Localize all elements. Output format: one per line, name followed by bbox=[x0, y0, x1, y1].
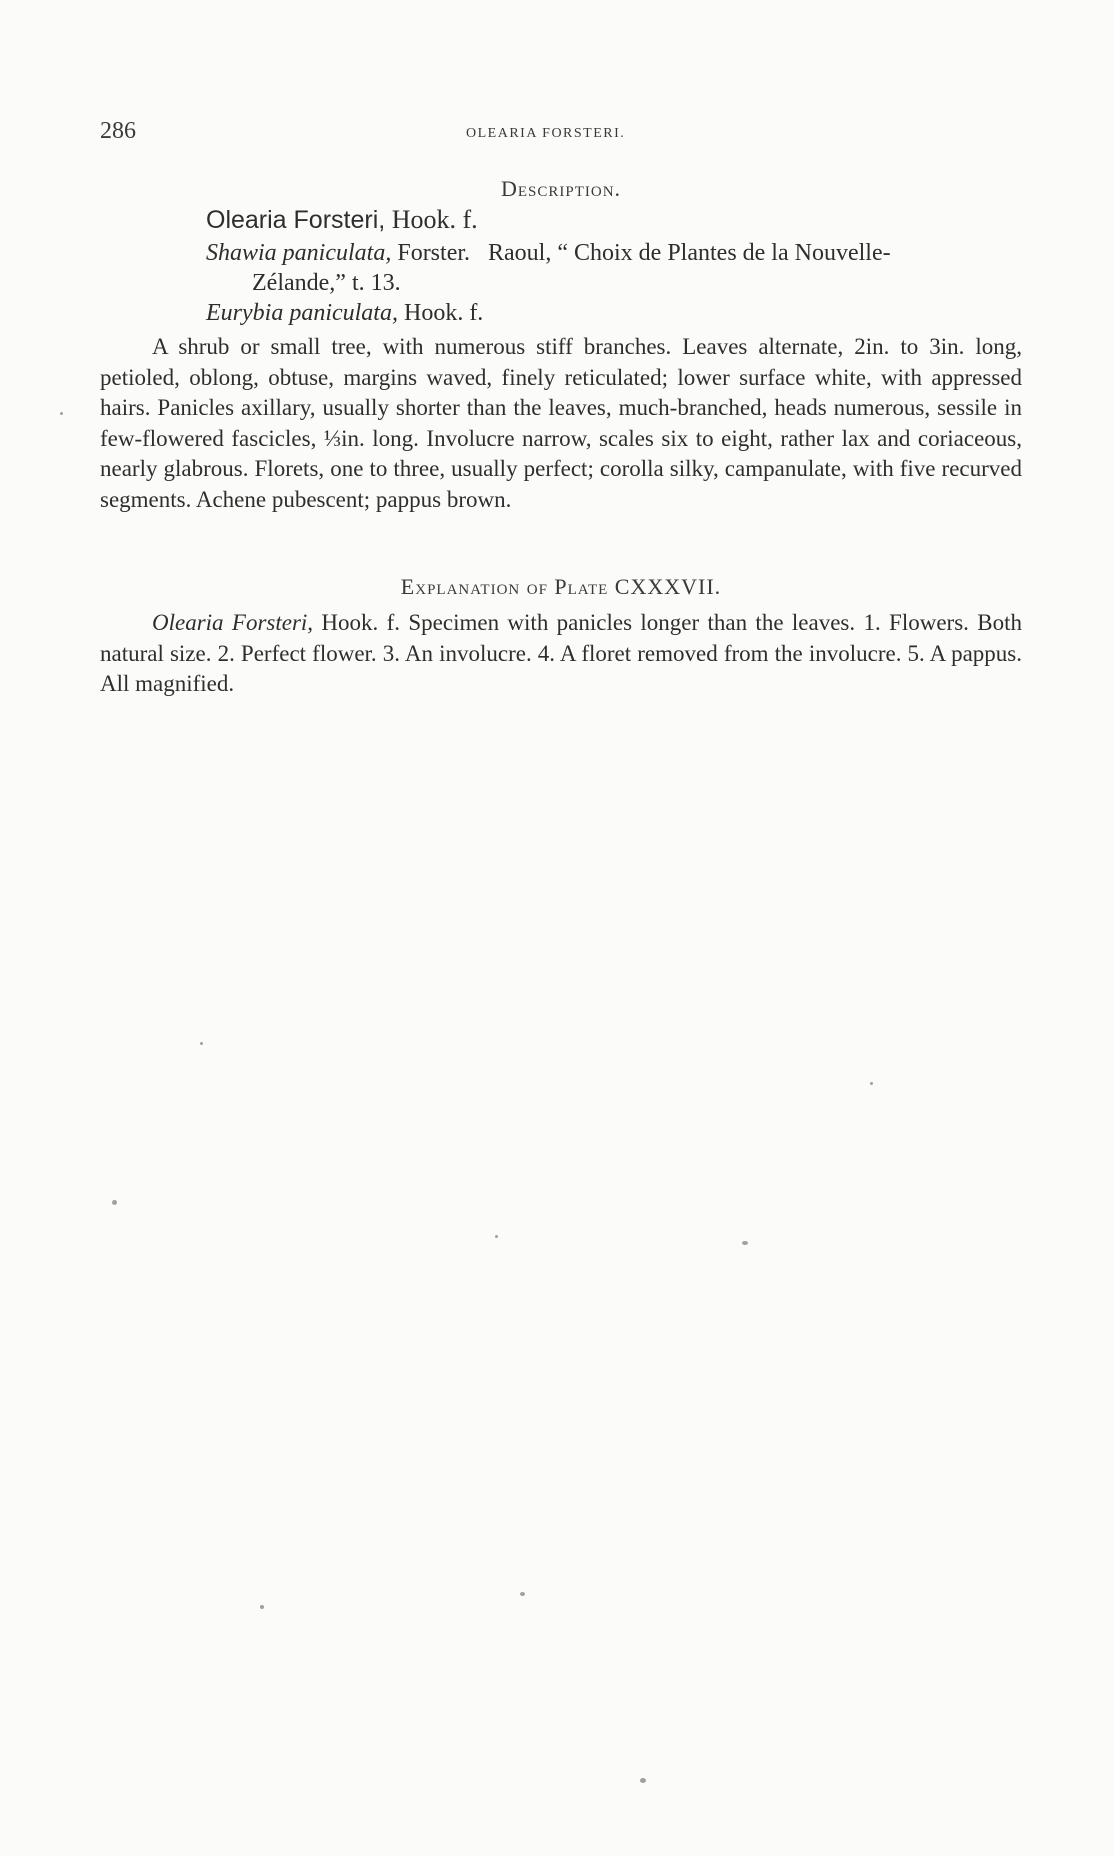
page-number: 286 bbox=[100, 118, 136, 144]
description-body: A shrub or small tree, with numerous stiff branches. Leaves alternate, 2in. to 3in. long, petioled, oblong, obtuse, margins waved, finely reticulated; lower surface white, with appressed hairs. Panicles axillary, usually shorter than the leaves, much-branched, heads numerous, sessile in few-flowered fascicles, ⅓in. long. Involucre narrow, scales six to eight, rather lax and coriaceous, nearly glabrous. Florets, one to three, usually perfect; corolla silky, campanulate, with five recurved segments. Achene pubescent; pappus brown. bbox=[100, 334, 1022, 512]
running-head bbox=[0, 118, 1114, 148]
print-speckle bbox=[520, 1592, 525, 1596]
print-speckle bbox=[870, 1082, 873, 1085]
explanation-section bbox=[100, 574, 1022, 700]
print-speckle bbox=[60, 412, 63, 415]
species-name: Olearia Forsteri, bbox=[206, 206, 386, 234]
synonym-continuation bbox=[100, 268, 1022, 298]
print-speckle bbox=[742, 1241, 748, 1245]
print-speckle bbox=[200, 1042, 203, 1045]
explanation-species-name: Olearia Forsteri, bbox=[152, 610, 314, 635]
synonym-author: Forster. bbox=[397, 240, 471, 266]
species-line bbox=[100, 204, 1022, 236]
print-speckle bbox=[260, 1605, 264, 1609]
species-authority: Hook. f. bbox=[391, 205, 478, 234]
print-speckle bbox=[640, 1778, 646, 1783]
description-heading: Description. bbox=[500, 176, 622, 201]
print-speckle bbox=[495, 1235, 498, 1238]
print-speckle bbox=[112, 1200, 117, 1205]
description-section bbox=[100, 176, 1022, 515]
explanation-body bbox=[100, 608, 1022, 700]
synonym-name: Eurybia paniculata, bbox=[206, 300, 398, 326]
synonym-citation: Raoul, “ Choix de Plantes de la Nouvelle- bbox=[488, 240, 891, 266]
synonym-name: Shawia paniculata, bbox=[206, 240, 392, 266]
explanation-heading: Explanation of Plate CXXXVII. bbox=[400, 574, 722, 599]
synonym-line bbox=[100, 238, 1022, 268]
running-title: OLEARIA FORSTERI. bbox=[466, 126, 626, 141]
synonym-author: Hook. f. bbox=[403, 300, 484, 326]
explanation-text: Hook. f. Specimen with panicles longer than the leaves. 1. Flowers. Both natural size. 2. Perfect flower. 3. An involucre. 4. A floret removed from the involucre. 5. A pappus. All magnified. bbox=[100, 610, 1022, 696]
synonym-line bbox=[100, 298, 1022, 328]
synonym-citation-end: Zélande,” t. 13. bbox=[252, 270, 401, 296]
